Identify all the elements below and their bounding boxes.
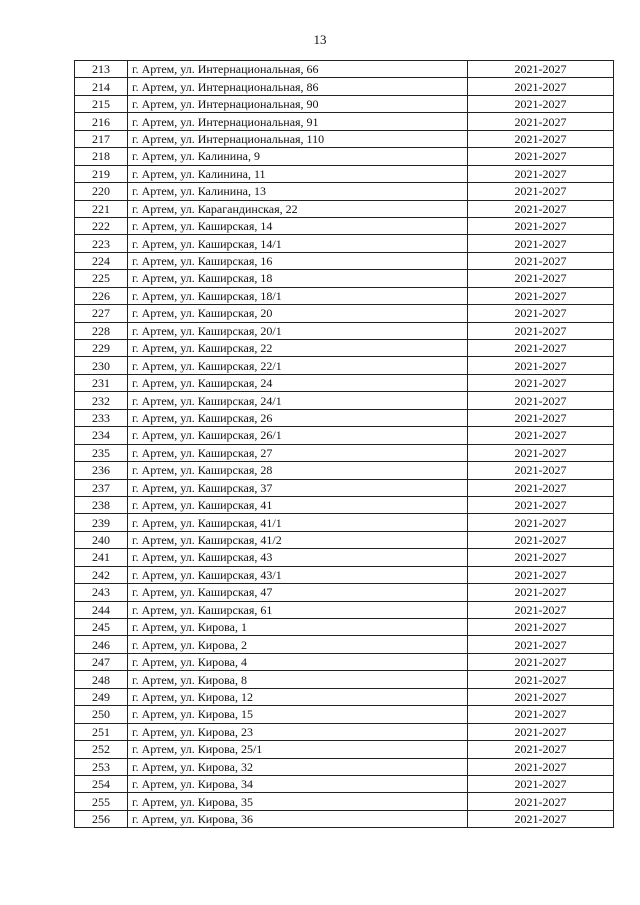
row-number: 249	[75, 688, 128, 705]
row-number: 232	[75, 392, 128, 409]
row-address: г. Артем, ул. Карагандинская, 22	[128, 200, 468, 217]
table-row	[75, 374, 614, 391]
row-number: 256	[75, 810, 128, 827]
table-row	[75, 427, 614, 444]
row-number: 220	[75, 183, 128, 200]
table-row	[75, 619, 614, 636]
row-period: 2021-2027	[468, 793, 614, 810]
row-number: 255	[75, 793, 128, 810]
row-period: 2021-2027	[468, 270, 614, 287]
row-number: 233	[75, 409, 128, 426]
table-row	[75, 688, 614, 705]
table-row	[75, 78, 614, 95]
row-address: г. Артем, ул. Кирова, 2	[128, 636, 468, 653]
row-period: 2021-2027	[468, 549, 614, 566]
row-number: 238	[75, 496, 128, 513]
row-period: 2021-2027	[468, 340, 614, 357]
row-period: 2021-2027	[468, 496, 614, 513]
row-number: 229	[75, 340, 128, 357]
row-period: 2021-2027	[468, 706, 614, 723]
table-row	[75, 584, 614, 601]
table-row	[75, 287, 614, 304]
row-number: 248	[75, 671, 128, 688]
row-address: г. Артем, ул. Кирова, 15	[128, 706, 468, 723]
row-period: 2021-2027	[468, 688, 614, 705]
row-period: 2021-2027	[468, 409, 614, 426]
row-period: 2021-2027	[468, 392, 614, 409]
row-period: 2021-2027	[468, 741, 614, 758]
row-address: г. Артем, ул. Каширская, 61	[128, 601, 468, 618]
table-row	[75, 305, 614, 322]
table-row	[75, 601, 614, 618]
row-number: 218	[75, 148, 128, 165]
row-number: 219	[75, 165, 128, 182]
table-row	[75, 758, 614, 775]
table-row	[75, 496, 614, 513]
row-address: г. Артем, ул. Калинина, 13	[128, 183, 468, 200]
row-address: г. Артем, ул. Каширская, 41/2	[128, 531, 468, 548]
row-number: 247	[75, 653, 128, 670]
row-period: 2021-2027	[468, 584, 614, 601]
row-number: 235	[75, 444, 128, 461]
row-number: 242	[75, 566, 128, 583]
row-period: 2021-2027	[468, 444, 614, 461]
row-period: 2021-2027	[468, 374, 614, 391]
row-number: 244	[75, 601, 128, 618]
table-row	[75, 775, 614, 792]
row-number: 227	[75, 305, 128, 322]
row-period: 2021-2027	[468, 566, 614, 583]
row-number: 243	[75, 584, 128, 601]
row-period: 2021-2027	[468, 462, 614, 479]
row-period: 2021-2027	[468, 653, 614, 670]
table-row	[75, 444, 614, 461]
row-period: 2021-2027	[468, 758, 614, 775]
row-number: 214	[75, 78, 128, 95]
table-row	[75, 531, 614, 548]
row-period: 2021-2027	[468, 775, 614, 792]
row-number: 225	[75, 270, 128, 287]
row-address: г. Артем, ул. Интернациональная, 90	[128, 95, 468, 112]
row-number: 215	[75, 95, 128, 112]
table-body	[75, 61, 614, 828]
row-period: 2021-2027	[468, 531, 614, 548]
row-period: 2021-2027	[468, 810, 614, 827]
row-number: 224	[75, 252, 128, 269]
row-address: г. Артем, ул. Каширская, 16	[128, 252, 468, 269]
row-period: 2021-2027	[468, 322, 614, 339]
row-number: 251	[75, 723, 128, 740]
row-period: 2021-2027	[468, 427, 614, 444]
table-row	[75, 409, 614, 426]
row-address: г. Артем, ул. Интернациональная, 110	[128, 130, 468, 147]
row-address: г. Артем, ул. Каширская, 24/1	[128, 392, 468, 409]
row-period: 2021-2027	[468, 723, 614, 740]
table-row	[75, 148, 614, 165]
row-address: г. Артем, ул. Кирова, 8	[128, 671, 468, 688]
row-address: г. Артем, ул. Интернациональная, 91	[128, 113, 468, 130]
row-period: 2021-2027	[468, 357, 614, 374]
row-number: 234	[75, 427, 128, 444]
row-number: 228	[75, 322, 128, 339]
row-address: г. Артем, ул. Кирова, 12	[128, 688, 468, 705]
row-address: г. Артем, ул. Каширская, 26/1	[128, 427, 468, 444]
row-address: г. Артем, ул. Каширская, 20	[128, 305, 468, 322]
row-number: 250	[75, 706, 128, 723]
row-address: г. Артем, ул. Каширская, 47	[128, 584, 468, 601]
table-row	[75, 653, 614, 670]
table-row	[75, 741, 614, 758]
row-period: 2021-2027	[468, 78, 614, 95]
table-row	[75, 217, 614, 234]
row-address: г. Артем, ул. Интернациональная, 66	[128, 61, 468, 78]
table-row	[75, 130, 614, 147]
row-address: г. Артем, ул. Каширская, 27	[128, 444, 468, 461]
row-period: 2021-2027	[468, 113, 614, 130]
table-row	[75, 636, 614, 653]
row-address: г. Артем, ул. Каширская, 43	[128, 549, 468, 566]
row-number: 252	[75, 741, 128, 758]
row-address: г. Артем, ул. Каширская, 22	[128, 340, 468, 357]
row-period: 2021-2027	[468, 671, 614, 688]
table-row	[75, 514, 614, 531]
table-row	[75, 357, 614, 374]
table-row	[75, 61, 614, 78]
row-period: 2021-2027	[468, 148, 614, 165]
row-address: г. Артем, ул. Кирова, 1	[128, 619, 468, 636]
row-address: г. Артем, ул. Каширская, 18	[128, 270, 468, 287]
row-number: 245	[75, 619, 128, 636]
row-address: г. Артем, ул. Кирова, 23	[128, 723, 468, 740]
row-number: 221	[75, 200, 128, 217]
row-address: г. Артем, ул. Каширская, 22/1	[128, 357, 468, 374]
row-number: 236	[75, 462, 128, 479]
table-row	[75, 549, 614, 566]
table-row	[75, 479, 614, 496]
table-row	[75, 270, 614, 287]
row-address: г. Артем, ул. Каширская, 18/1	[128, 287, 468, 304]
table-row	[75, 566, 614, 583]
row-address: г. Артем, ул. Каширская, 24	[128, 374, 468, 391]
table-row	[75, 462, 614, 479]
table-row	[75, 706, 614, 723]
row-period: 2021-2027	[468, 601, 614, 618]
page-number: 13	[313, 32, 327, 47]
row-period: 2021-2027	[468, 165, 614, 182]
table-row	[75, 810, 614, 827]
row-period: 2021-2027	[468, 636, 614, 653]
row-number: 217	[75, 130, 128, 147]
row-period: 2021-2027	[468, 61, 614, 78]
row-number: 239	[75, 514, 128, 531]
row-address: г. Артем, ул. Каширская, 41	[128, 496, 468, 513]
row-period: 2021-2027	[468, 200, 614, 217]
row-number: 254	[75, 775, 128, 792]
row-address: г. Артем, ул. Кирова, 25/1	[128, 741, 468, 758]
row-address: г. Артем, ул. Кирова, 34	[128, 775, 468, 792]
row-number: 216	[75, 113, 128, 130]
row-address: г. Артем, ул. Каширская, 28	[128, 462, 468, 479]
address-table	[74, 60, 614, 828]
table-row	[75, 671, 614, 688]
row-period: 2021-2027	[468, 619, 614, 636]
row-address: г. Артем, ул. Кирова, 4	[128, 653, 468, 670]
row-address: г. Артем, ул. Каширская, 26	[128, 409, 468, 426]
row-number: 223	[75, 235, 128, 252]
row-address: г. Артем, ул. Каширская, 41/1	[128, 514, 468, 531]
row-address: г. Артем, ул. Каширская, 43/1	[128, 566, 468, 583]
row-address: г. Артем, ул. Кирова, 32	[128, 758, 468, 775]
row-number: 231	[75, 374, 128, 391]
row-address: г. Артем, ул. Калинина, 11	[128, 165, 468, 182]
row-period: 2021-2027	[468, 95, 614, 112]
row-number: 253	[75, 758, 128, 775]
row-address: г. Артем, ул. Каширская, 37	[128, 479, 468, 496]
row-period: 2021-2027	[468, 217, 614, 234]
row-period: 2021-2027	[468, 305, 614, 322]
row-address: г. Артем, ул. Кирова, 36	[128, 810, 468, 827]
row-number: 226	[75, 287, 128, 304]
row-period: 2021-2027	[468, 183, 614, 200]
row-address: г. Артем, ул. Калинина, 9	[128, 148, 468, 165]
row-period: 2021-2027	[468, 235, 614, 252]
table-row	[75, 340, 614, 357]
row-number: 230	[75, 357, 128, 374]
table-row	[75, 113, 614, 130]
table-row	[75, 793, 614, 810]
table-row	[75, 95, 614, 112]
table-row	[75, 165, 614, 182]
row-address: г. Артем, ул. Каширская, 20/1	[128, 322, 468, 339]
row-number: 213	[75, 61, 128, 78]
table-row	[75, 322, 614, 339]
table-row	[75, 183, 614, 200]
row-period: 2021-2027	[468, 252, 614, 269]
row-period: 2021-2027	[468, 287, 614, 304]
table-row	[75, 723, 614, 740]
table-row	[75, 235, 614, 252]
row-number: 222	[75, 217, 128, 234]
row-period: 2021-2027	[468, 514, 614, 531]
row-address: г. Артем, ул. Интернациональная, 86	[128, 78, 468, 95]
row-number: 237	[75, 479, 128, 496]
row-number: 246	[75, 636, 128, 653]
row-period: 2021-2027	[468, 130, 614, 147]
row-address: г. Артем, ул. Каширская, 14	[128, 217, 468, 234]
row-number: 241	[75, 549, 128, 566]
row-number: 240	[75, 531, 128, 548]
table-row	[75, 392, 614, 409]
row-period: 2021-2027	[468, 479, 614, 496]
table-row	[75, 200, 614, 217]
table-row	[75, 252, 614, 269]
row-address: г. Артем, ул. Кирова, 35	[128, 793, 468, 810]
row-address: г. Артем, ул. Каширская, 14/1	[128, 235, 468, 252]
